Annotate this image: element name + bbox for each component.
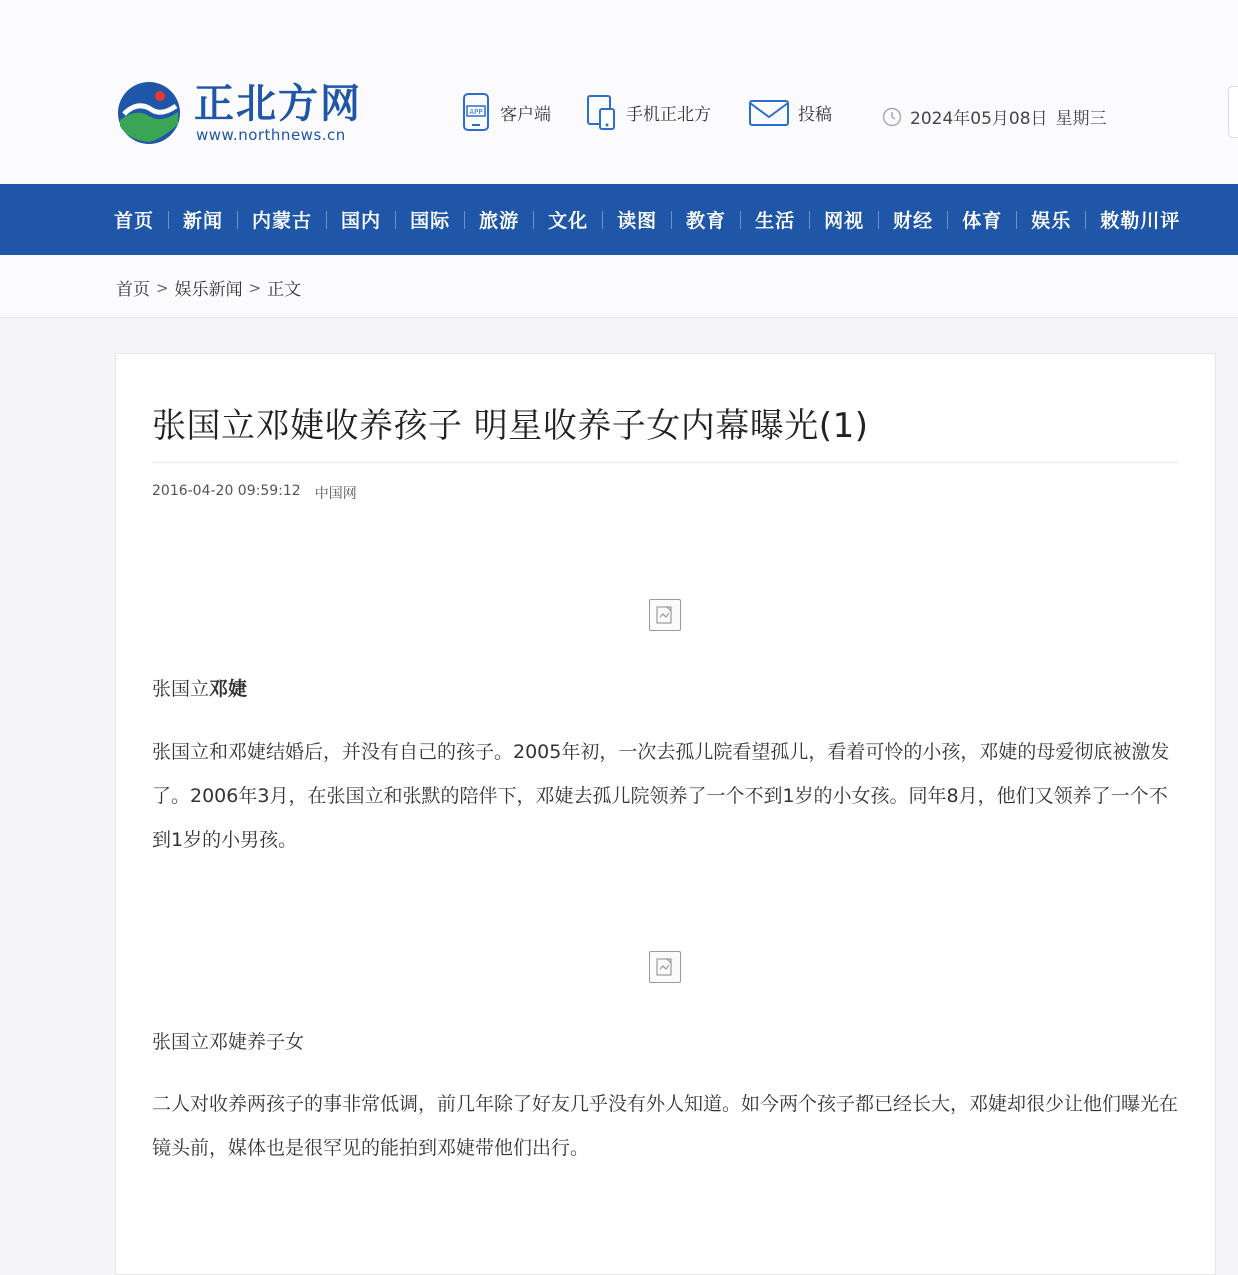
- nav-item: [114, 184, 168, 255]
- broken-image-placeholder[interactable]: [649, 599, 681, 631]
- logo-mark-icon: [116, 80, 182, 146]
- logo-text: 正北方网: [194, 80, 362, 127]
- submit-article-link[interactable]: [748, 92, 832, 132]
- main-nav-list: [0, 184, 1238, 255]
- client-app-label: 客户端: [500, 104, 551, 125]
- nav-link[interactable]: 旅游: [479, 210, 520, 232]
- nav-link[interactable]: 内蒙古: [252, 210, 313, 232]
- nav-link[interactable]: 新闻: [183, 210, 224, 232]
- nav-link[interactable]: 体育: [962, 210, 1003, 232]
- submit-article-label: 投稿: [798, 104, 832, 125]
- nav-link[interactable]: 首页: [114, 210, 155, 232]
- article-meta: [152, 483, 357, 503]
- broken-image-icon: [655, 957, 675, 977]
- breadcrumb-separator: >: [156, 278, 169, 297]
- breadcrumb-section[interactable]: 娱乐新闻: [174, 280, 243, 300]
- logo-url: www.northnews.cn: [196, 126, 346, 144]
- caption-1-name-b: 邓婕: [209, 678, 248, 700]
- date-text: 2024年05月08日: [910, 109, 1048, 129]
- nav-item: [879, 184, 947, 255]
- envelope-icon: [748, 93, 790, 131]
- nav-item: [396, 184, 464, 255]
- nav-link[interactable]: 生活: [755, 210, 796, 232]
- site-header: [0, 0, 1238, 184]
- nav-link[interactable]: 读图: [617, 210, 658, 232]
- nav-link[interactable]: 国内: [341, 210, 382, 232]
- client-app-link[interactable]: [460, 92, 551, 132]
- breadcrumb-home[interactable]: 首页: [116, 280, 150, 300]
- article-title: 张国立邓婕收养孩子 明星收养子女内幕曝光(1): [152, 406, 869, 446]
- broken-image-placeholder[interactable]: [649, 951, 681, 983]
- mobile-site-link[interactable]: [586, 92, 711, 132]
- mobile-tablet-icon: [586, 93, 618, 131]
- caption-1-name-a: 张国立: [152, 678, 210, 700]
- nav-item: [672, 184, 740, 255]
- article-source[interactable]: 中国网: [314, 486, 357, 502]
- nav-link[interactable]: 娱乐: [1031, 210, 1072, 232]
- side-widget-edge[interactable]: [1228, 86, 1238, 138]
- title-divider: [152, 462, 1178, 463]
- svg-text:APP: APP: [469, 108, 483, 116]
- nav-link[interactable]: 敕勒川评: [1100, 210, 1181, 232]
- nav-link[interactable]: 文化: [548, 210, 589, 232]
- breadcrumb-bar: [0, 255, 1238, 318]
- article-paragraph-2: 二人对收养两孩子的事非常低调，前几年除了好友几乎没有外人知道。如今两个孩子都已经长大，邓婕却很少让他们曝光在镜头前，媒体也是很罕见的能拍到邓婕带他们出行。: [152, 1093, 1179, 1159]
- nav-item: [948, 184, 1016, 255]
- nav-item: [534, 184, 602, 255]
- clock-icon: [882, 107, 902, 127]
- nav-item: [810, 184, 878, 255]
- article-paragraph-1: 张国立和邓婕结婚后，并没有自己的孩子。2005年初，一次去孤儿院看望孤儿，看着可怜的小孩，邓婕的母爱彻底被激发了。2006年3月，在张国立和张默的陪伴下，邓婕去孤儿院领养了一个不到1岁的小女孩。同年8月，他们又领养了一个不到1岁的小男孩。: [152, 741, 1170, 851]
- breadcrumb-current: 正文: [267, 280, 302, 300]
- app-phone-icon: [460, 93, 492, 131]
- nav-link[interactable]: 财经: [893, 210, 934, 232]
- weekday-text: 星期三: [1055, 109, 1107, 129]
- nav-item: [741, 184, 809, 255]
- nav-item: [327, 184, 395, 255]
- nav-item: [238, 184, 326, 255]
- nav-item: [1086, 184, 1194, 255]
- current-date: [882, 104, 1107, 129]
- main-nav: [0, 184, 1238, 255]
- breadcrumb: [116, 275, 301, 300]
- nav-item: [465, 184, 533, 255]
- nav-item: [1017, 184, 1085, 255]
- image-caption-1: [152, 674, 247, 701]
- image-caption-2: 张国立邓婕养子女: [152, 1031, 305, 1053]
- nav-item: [169, 184, 237, 255]
- nav-link[interactable]: 网视: [824, 210, 865, 232]
- breadcrumb-separator: >: [248, 278, 262, 297]
- broken-image-icon: [655, 605, 675, 625]
- mobile-site-label: 手机正北方: [626, 104, 711, 125]
- article-datetime: 2016-04-20 09:59:12: [152, 483, 301, 499]
- nav-item: [603, 184, 671, 255]
- article-container: [115, 353, 1216, 1275]
- site-logo[interactable]: [116, 76, 386, 152]
- nav-link[interactable]: 国际: [410, 210, 451, 232]
- nav-link[interactable]: 教育: [686, 210, 727, 232]
